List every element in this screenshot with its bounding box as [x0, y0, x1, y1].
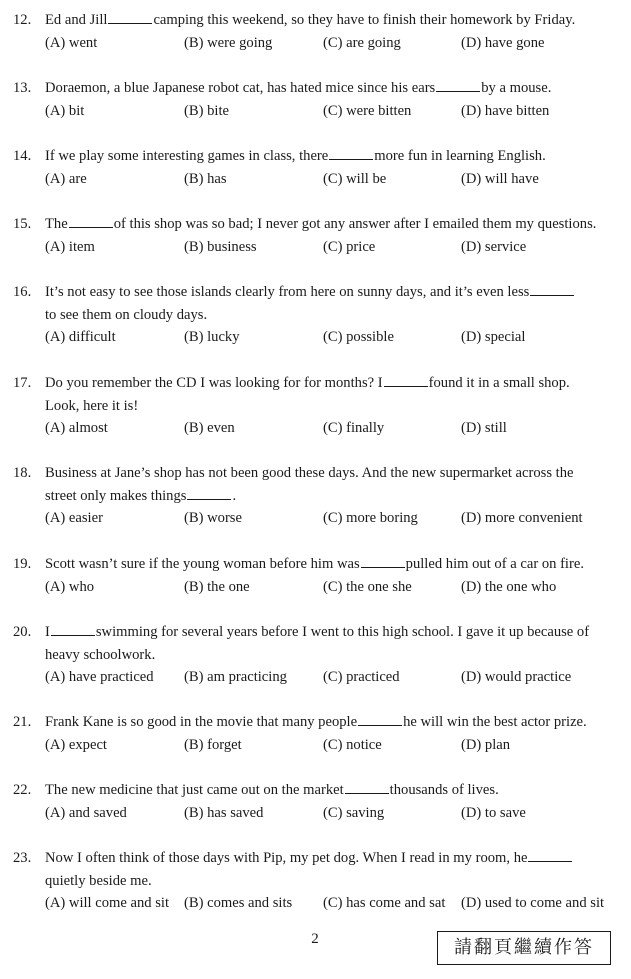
question-21: [0, 711, 631, 756]
question-text-segment: he will win the best actor prize.: [403, 714, 587, 730]
answer-options: [0, 168, 631, 191]
option-c: (C) notice: [323, 736, 382, 753]
continue-notice: 請翻頁繼續作答: [437, 931, 611, 965]
option-a: (A) have practiced: [45, 669, 154, 685]
question-text-segment: .: [232, 487, 237, 504]
question-text-segment: by a mouse.: [481, 80, 552, 96]
answer-options: [0, 576, 631, 599]
option-c: (C) the one she: [323, 578, 412, 595]
question-number: 14.: [13, 148, 32, 164]
question-number: 15.: [13, 216, 32, 232]
option-d: (D) plan: [461, 736, 511, 753]
answer-blank: [108, 9, 152, 24]
option-d: (D) the one who: [461, 578, 557, 595]
answer-blank: [528, 847, 572, 862]
answer-options: [0, 32, 631, 55]
question-text-segment: swimming for several years before I went to this high school. I gave it up because of: [95, 624, 590, 640]
question-text-segment: The new medicine that just came out on the market: [45, 782, 344, 798]
option-a: (A) will come and sit: [45, 895, 170, 911]
question-text: [45, 77, 551, 99]
option-b: (B) lucky: [184, 329, 240, 345]
option-d: (D) have gone: [461, 34, 545, 51]
answer-blank: [329, 145, 373, 160]
answer-options: [0, 326, 631, 349]
answer-blank: [345, 779, 389, 794]
question-number: 22.: [13, 782, 32, 798]
question-line: [0, 213, 631, 236]
question-text-segment: pulled him out of a car on fire.: [405, 556, 584, 572]
option-a: (A) went: [45, 34, 98, 51]
question-text-segment: Ed and Jill: [45, 12, 108, 28]
question-number: 21.: [13, 714, 32, 730]
question-15: [0, 213, 631, 258]
question-text: [45, 644, 155, 666]
option-c: (C) will be: [323, 170, 387, 187]
option-c: (C) practiced: [323, 669, 400, 685]
answer-options: [0, 734, 631, 757]
answer-options: [0, 417, 631, 440]
question-text: [45, 372, 570, 394]
question-text-segment: camping this weekend, so they have to finish their homework by Friday.: [153, 12, 576, 28]
answer-options: [0, 802, 631, 825]
question-text-segment: Now I often think of those days with Pip, my pet dog. When I read in my room, he: [45, 850, 528, 866]
option-b: (B) forget: [184, 736, 242, 753]
page-number: 2: [311, 931, 319, 947]
question-number: 12.: [13, 12, 32, 28]
option-c: (C) finally: [323, 420, 385, 436]
option-c: (C) price: [323, 238, 376, 255]
question-12: [0, 9, 631, 54]
option-a: (A) item: [45, 238, 95, 255]
question-line: [0, 77, 631, 100]
option-b: (B) comes and sits: [184, 895, 293, 911]
question-number: 17.: [13, 375, 32, 391]
question-text: [45, 485, 236, 507]
question-18: [0, 462, 631, 530]
answer-blank: [358, 711, 402, 726]
question-text-segment: found it in a small shop.: [428, 375, 570, 391]
question-line: [0, 304, 631, 327]
option-b: (B) bite: [184, 102, 229, 119]
option-a: (A) who: [45, 578, 95, 595]
answer-blank: [530, 281, 574, 296]
option-d: (D) special: [461, 329, 526, 345]
option-c: (C) possible: [323, 329, 394, 345]
option-b: (B) were going: [184, 34, 273, 51]
question-number: 19.: [13, 556, 32, 572]
option-b: (B) the one: [184, 578, 250, 595]
question-text-segment: Business at Jane’s shop has not been good these days. And the new supermarket across the: [45, 465, 574, 481]
answer-options: [0, 666, 631, 689]
question-text-segment: street only makes things: [45, 487, 187, 504]
question-text: [45, 145, 546, 167]
question-text-segment: Do you remember the CD I was looking for for months? I: [45, 375, 383, 391]
question-line: [0, 372, 631, 395]
option-a: (A) difficult: [45, 329, 116, 345]
option-d: (D) will have: [461, 170, 539, 187]
answer-blank: [69, 213, 113, 228]
question-number: 23.: [13, 850, 32, 866]
question-text: [45, 621, 589, 643]
option-d: (D) service: [461, 238, 527, 255]
question-text: [45, 711, 587, 733]
question-text: [45, 304, 207, 326]
option-a: (A) and saved: [45, 804, 127, 821]
question-text: [45, 870, 152, 892]
question-text-segment: Doraemon, a blue Japanese robot cat, has hated mice since his ears: [45, 80, 436, 96]
answer-blank: [51, 621, 95, 636]
question-text: [45, 779, 499, 801]
question-line: [0, 870, 631, 893]
option-c: (C) saving: [323, 804, 385, 821]
option-c: (C) are going: [323, 34, 401, 51]
question-23: [0, 847, 631, 915]
question-text-segment: The: [45, 216, 68, 232]
question-line: [0, 281, 631, 304]
question-text: [45, 462, 574, 484]
question-14: [0, 145, 631, 190]
question-text-segment: Look, here it is!: [45, 397, 139, 414]
question-text-segment: of this shop was so bad; I never got any answer after I emailed them my questions.: [113, 216, 597, 232]
question-text: [45, 9, 575, 31]
answer-options: [0, 100, 631, 123]
option-b: (B) am practicing: [184, 669, 287, 685]
option-a: (A) easier: [45, 510, 103, 526]
question-number: 16.: [13, 284, 32, 300]
option-b: (B) even: [184, 420, 235, 436]
option-c: (C) were bitten: [323, 102, 412, 119]
option-a: (A) expect: [45, 736, 107, 753]
question-text-segment: heavy schoolwork.: [45, 646, 156, 663]
question-text-segment: more fun in learning English.: [374, 148, 546, 164]
question-text-segment: thousands of lives.: [389, 782, 499, 798]
option-d: (D) would practice: [461, 669, 572, 685]
question-number: 18.: [13, 465, 32, 481]
option-b: (B) has: [184, 170, 227, 187]
option-a: (A) are: [45, 170, 87, 187]
answer-options: [0, 507, 631, 530]
answer-blank: [361, 553, 405, 568]
option-b: (B) worse: [184, 510, 242, 526]
question-16: [0, 281, 631, 349]
question-text: [45, 281, 575, 303]
answer-blank: [384, 372, 428, 387]
question-line: [0, 462, 631, 485]
question-number: 20.: [13, 624, 32, 640]
option-c: (C) has come and sat: [323, 895, 446, 911]
question-line: [0, 779, 631, 802]
question-19: [0, 553, 631, 598]
answer-blank: [187, 485, 231, 500]
question-line: [0, 145, 631, 168]
question-text-segment: quietly beside me.: [45, 872, 152, 889]
question-13: [0, 77, 631, 122]
option-d: (D) more convenient: [461, 510, 583, 526]
question-line: [0, 644, 631, 667]
option-d: (D) used to come and sit: [461, 895, 605, 911]
option-c: (C) more boring: [323, 510, 418, 526]
question-text: [45, 213, 596, 235]
question-text-segment: Frank Kane is so good in the movie that many people: [45, 714, 358, 730]
option-d: (D) to save: [461, 804, 526, 821]
question-text: [45, 553, 584, 575]
answer-options: [0, 236, 631, 259]
question-line: [0, 553, 631, 576]
question-20: [0, 621, 631, 689]
question-text: [45, 847, 573, 869]
question-22: [0, 779, 631, 824]
question-number: 13.: [13, 80, 32, 96]
question-text-segment: to see them on cloudy days.: [45, 306, 208, 323]
question-line: [0, 621, 631, 644]
question-line: [0, 395, 631, 418]
option-b: (B) business: [184, 238, 257, 255]
question-text: [45, 395, 138, 417]
answer-options: [0, 892, 631, 915]
answer-blank: [436, 77, 480, 92]
question-text-segment: If we play some interesting games in class, there: [45, 148, 329, 164]
question-line: [0, 711, 631, 734]
option-d: (D) still: [461, 420, 507, 436]
question-line: [0, 485, 631, 508]
question-line: [0, 9, 631, 32]
question-text-segment: Scott wasn’t sure if the young woman before him was: [45, 556, 360, 572]
option-d: (D) have bitten: [461, 102, 550, 119]
question-text-segment: I: [45, 624, 50, 640]
option-a: (A) bit: [45, 102, 85, 119]
option-b: (B) has saved: [184, 804, 264, 821]
question-line: [0, 847, 631, 870]
question-17: [0, 372, 631, 440]
option-a: (A) almost: [45, 420, 108, 436]
question-text-segment: It’s not easy to see those islands clearly from here on sunny days, and it’s even less: [45, 284, 530, 300]
